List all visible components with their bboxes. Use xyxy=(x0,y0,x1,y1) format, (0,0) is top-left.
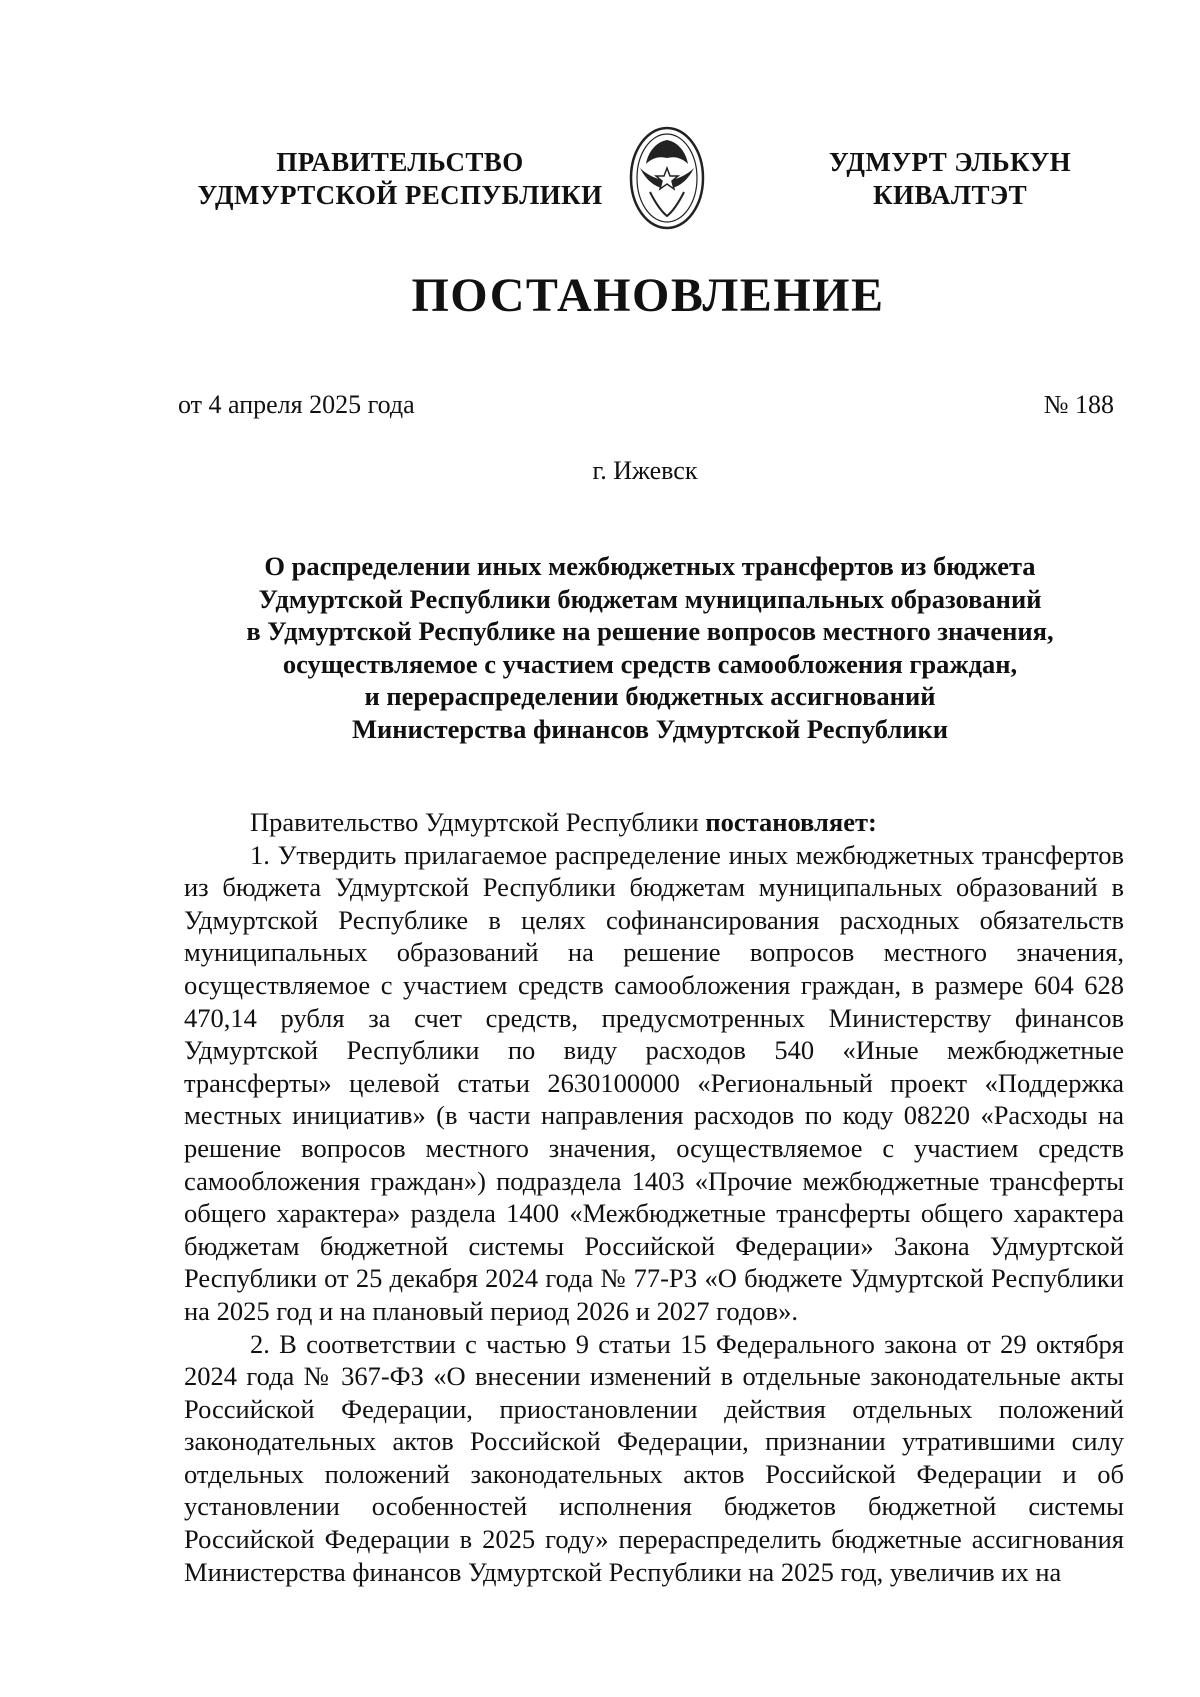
document-title xyxy=(180,550,1120,745)
header-government-udm xyxy=(800,146,1100,212)
title-line: осуществляемое с участием средств самообложения граждан, xyxy=(282,648,1018,679)
coat-of-arms-udmurtia-icon xyxy=(626,122,708,234)
document-city: г. Ижевск xyxy=(592,456,698,485)
document-date: от 4 апреля 2025 года xyxy=(178,390,415,419)
header-government-ru xyxy=(160,146,640,212)
intro-decree-word: постановляет: xyxy=(705,807,877,837)
paragraph-1: 1. Утвердить прилагаемое распределение иных межбюджетных трансфертов из бюджета Удмуртской Республики бюджетам муниципальных образований в Удмуртской Республике в целях софинансирования расходных обязательств муниципальных образований на решение вопросов местного значения, осуществляемое с участием средств самообложения граждан, в размере 604 628 470,14 рубля за счет средств, предусмотренных Министерству финансов Удмуртской Республики по виду расходов 540 «Иные межбюджетные трансферты» целевой статьи 2630100000 «Региональный проект «Поддержка местных инициатив» (в части направления расходов по коду 08220 «Расходы на решение вопросов местного значения, осуществляемое с участием средств самообложения граждан») подраздела 1403 «Прочие межбюджетные трансферты общего характера» раздела 1400 «Межбюджетные трансферты общего характера бюджетам бюджетной системы Российской Федерации» Закона Удмуртской Республики от 25 декабря 2024 года № 77-РЗ «О бюджете Удмуртской Республики на 2025 год и на плановый период 2026 и 2027 годов». xyxy=(184,839,1124,1326)
title-line: и перераспределении бюджетных ассигнований xyxy=(364,681,936,711)
title-line: в Удмуртской Республике на решение вопросов местного значения, xyxy=(246,616,1054,646)
document-type-heading: ПОСТАНОВЛЕНИЕ xyxy=(411,269,885,322)
document-number: № 188 xyxy=(1043,390,1114,419)
paragraph-2: 2. В соответствии с частью 9 статьи 15 Федерального закона от 29 октября 2024 года № 367-ФЗ «О внесении изменений в отдельные законодательные акты Российской Федерации, приостановлении действия отдельных положений законодательных актов Российской Федерации, признании утратившими силу отдельных положений законодательных актов Российской Федерации и об установлении особенностей исполнения бюджетов бюджетной системы Российской Федерации в 2025 году» перераспределить бюджетные ассигнования Министерства финансов Удмуртской Республики на 2025 год, увеличив их на xyxy=(184,1328,1124,1587)
title-line: О распределении иных межбюджетных трансфертов из бюджета xyxy=(264,551,1036,581)
header-left-line2: УДМУРТСКОЙ РЕСПУБЛИКИ xyxy=(197,180,603,210)
header-left-line1: ПРАВИТЕЛЬСТВО xyxy=(276,147,524,177)
title-line: Удмуртской Республики бюджетам муниципальных образований xyxy=(258,583,1042,614)
intro-text: Правительство Удмуртской Республики xyxy=(250,807,706,837)
document-body xyxy=(184,806,1124,1588)
intro-paragraph xyxy=(184,806,1124,839)
header-right-line2: КИВАЛТЭТ xyxy=(872,180,1028,210)
header-right-line1: УДМУРТ ЭЛЬКУН xyxy=(828,147,1072,177)
title-line: Министерства финансов Удмуртской Республики xyxy=(351,713,949,744)
